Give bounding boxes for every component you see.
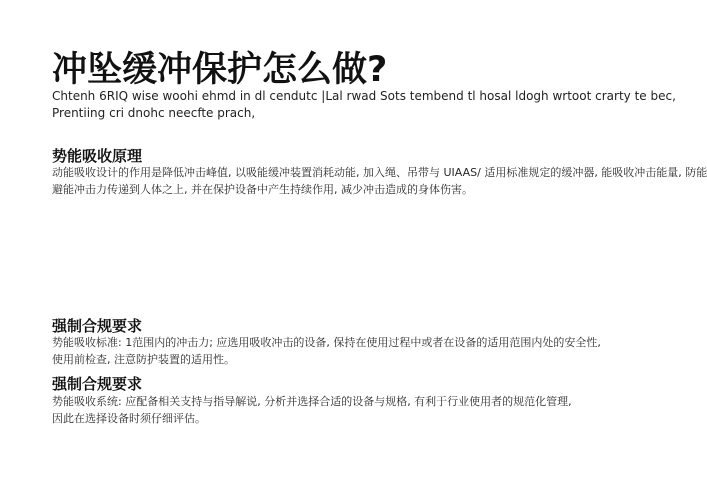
section-line: 势能吸收系统: 应配备相关支持与指导解说, 分析并选择合适的设备与规格, 有利于行业使用者的规范化管理, [52, 395, 572, 408]
intro-line: Prentiing cri dnohc neecfte prach, [52, 106, 256, 120]
section-line: 因此在选择设备时须仔细评估。 [52, 412, 206, 425]
section-body-compliance-1 [52, 334, 601, 368]
section-heading-energy-absorption: 势能吸收原理 [52, 147, 143, 165]
section-line: 势能吸收标准: 1范围内的冲击力; 应选用吸收冲击的设备, 保持在使用过程中或者在设备的适用范围内处的安全性, [52, 336, 601, 349]
page-title: 冲坠缓冲保护怎么做? [52, 50, 388, 90]
section-line: 使用前检查, 注意防护装置的适用性。 [52, 353, 235, 366]
section-heading-compliance-1: 强制合规要求 [52, 317, 143, 335]
intro-line: Chtenh 6RIQ wise woohi ehmd in dl cendutc |Lal rwad Sots tembend tl hosal ldogh wrtoot crarty te bec, [52, 89, 676, 103]
intro-paragraph [52, 88, 676, 122]
section-line: 避能冲击力传递到人体之上, 并在保护设备中产生持续作用, 减少冲击造成的身体伤害。 [52, 183, 473, 196]
section-body-compliance-2 [52, 393, 588, 427]
section-heading-compliance-2: 强制合规要求 [52, 375, 143, 393]
section-body-energy-absorption [52, 164, 707, 198]
section-line: 动能吸收设计的作用是降低冲击峰值, 以吸能缓冲装置消耗动能, 加入绳、吊带与 UIAAS/ 适用标准规定的缓冲器, 能吸收冲击能量, 防能 [52, 166, 707, 179]
